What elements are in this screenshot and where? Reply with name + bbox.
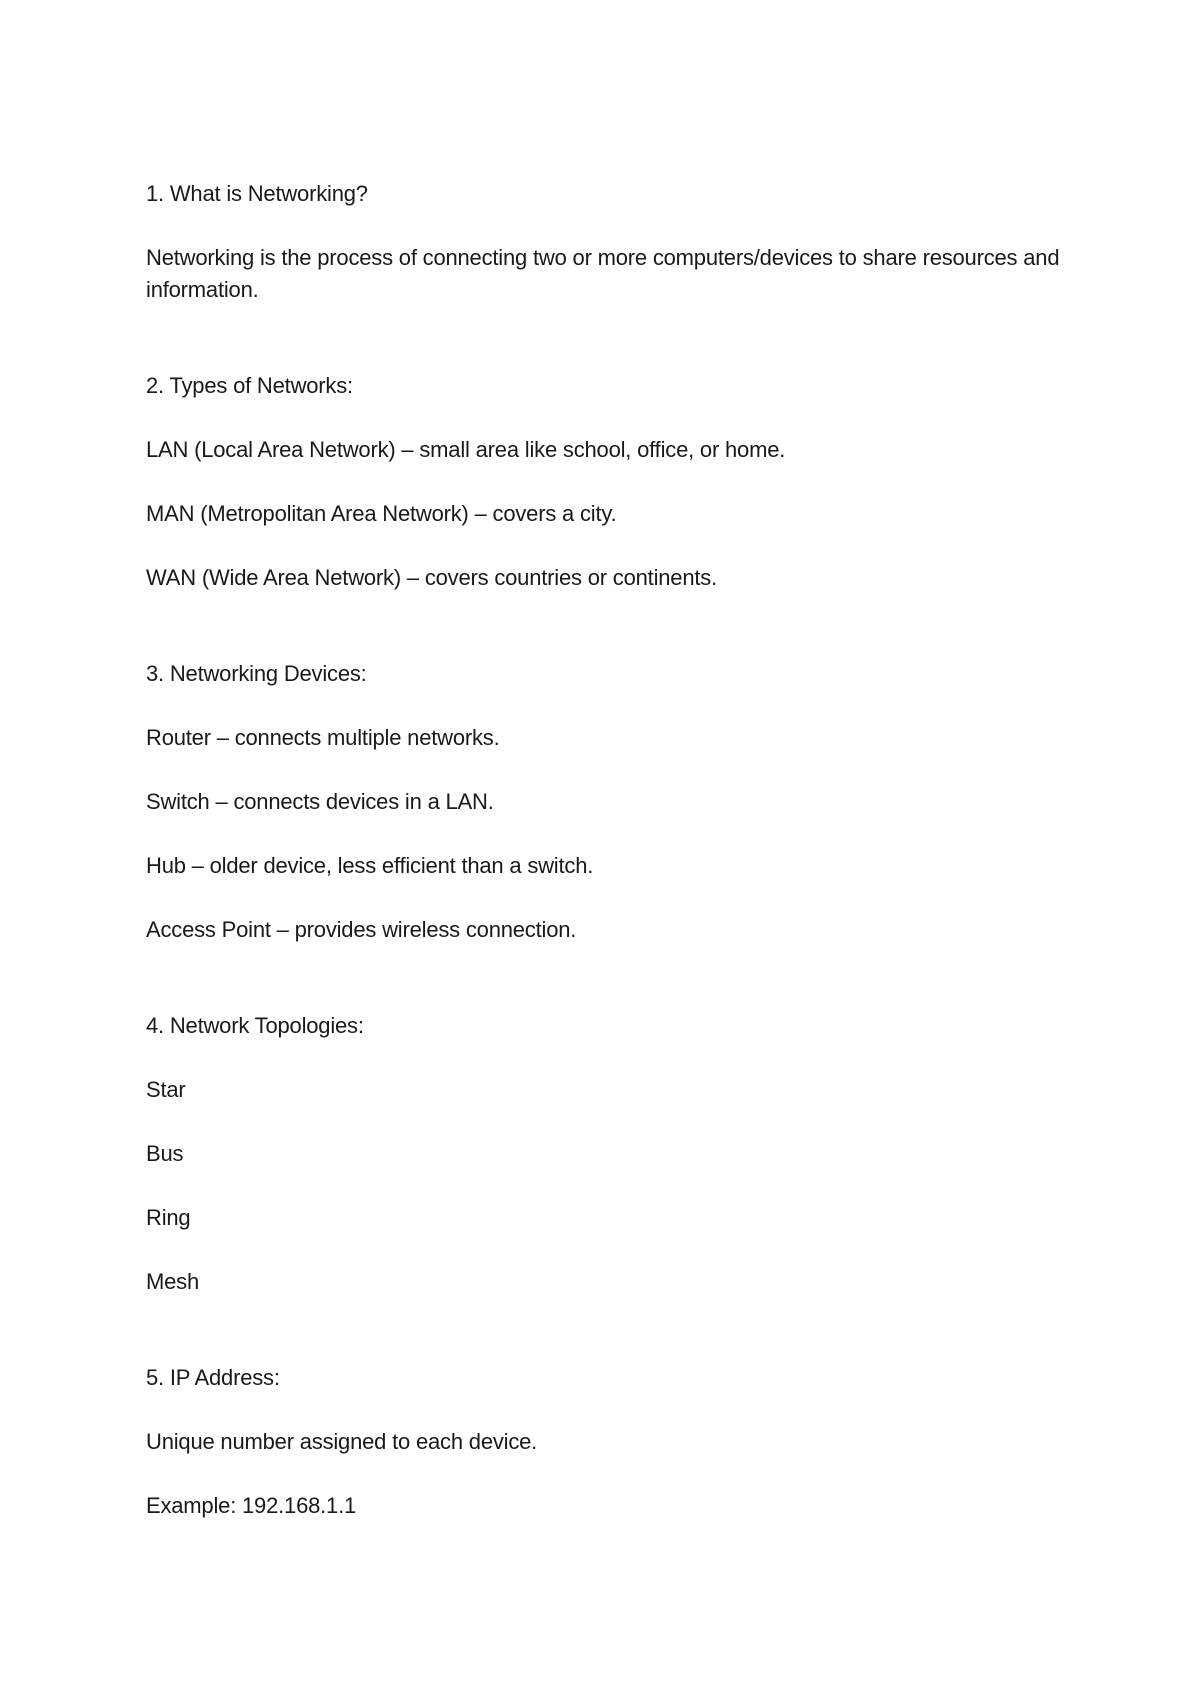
section-what-is-networking [146, 178, 1066, 306]
document-page [146, 178, 1066, 1522]
list-item: Switch – connects devices in a LAN. [146, 789, 494, 814]
list-item: Example: 192.168.1.1 [146, 1493, 357, 1518]
list-item: LAN (Local Area Network) – small area like school, office, or home. [146, 437, 786, 462]
section-paragraph: Networking is the process of connecting two or more computers/devices to share resources and information. [146, 245, 1060, 302]
list-item: Ring [146, 1205, 191, 1230]
list-item: Router – connects multiple networks. [146, 725, 500, 750]
list-item: WAN (Wide Area Network) – covers countries or continents. [146, 565, 717, 590]
list-item: Mesh [146, 1269, 199, 1294]
section-heading: 3. Networking Devices: [146, 661, 367, 686]
section-heading: 1. What is Networking? [146, 181, 368, 206]
section-networking-devices [146, 658, 1066, 946]
list-item: Star [146, 1077, 186, 1102]
list-item: Bus [146, 1141, 184, 1166]
section-ip-address [146, 1362, 1066, 1522]
section-network-topologies [146, 1010, 1066, 1298]
section-heading: 4. Network Topologies: [146, 1013, 364, 1038]
section-heading: 2. Types of Networks: [146, 373, 353, 398]
list-item: Hub – older device, less efficient than a switch. [146, 853, 594, 878]
list-item: Unique number assigned to each device. [146, 1429, 538, 1454]
section-heading: 5. IP Address: [146, 1365, 280, 1390]
list-item: MAN (Metropolitan Area Network) – covers a city. [146, 501, 617, 526]
section-types-of-networks [146, 370, 1066, 594]
list-item: Access Point – provides wireless connection. [146, 917, 577, 942]
